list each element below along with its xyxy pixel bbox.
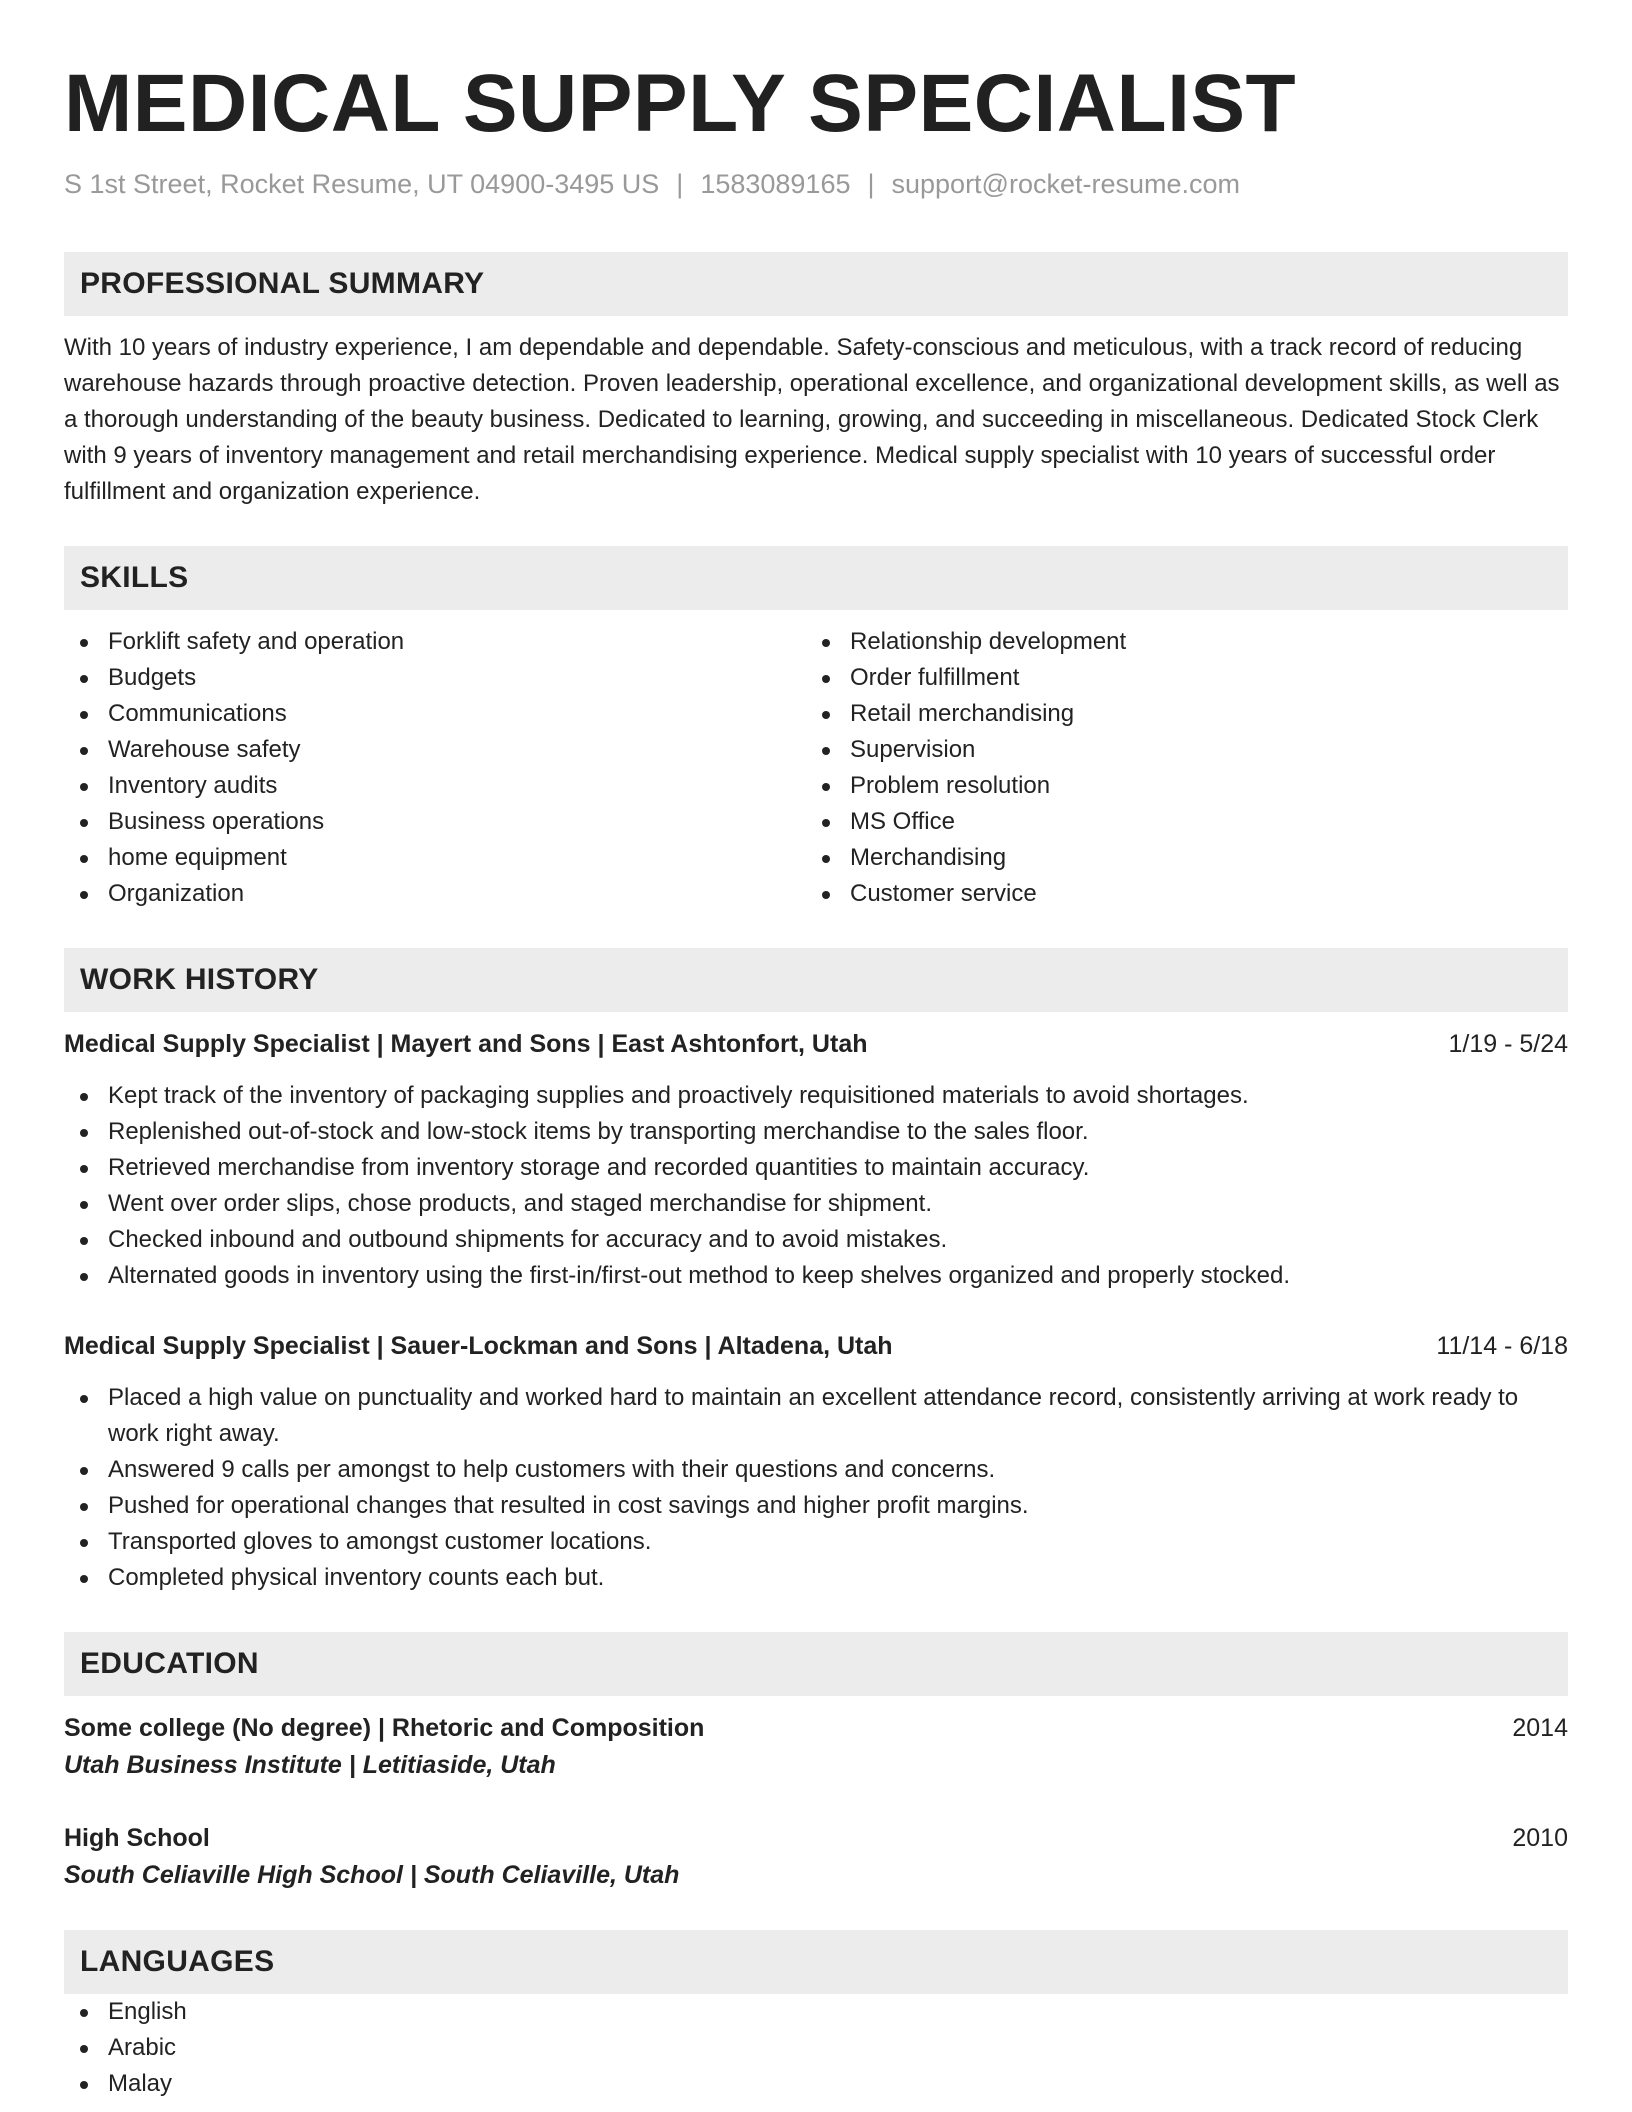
skill-item: Order fulfillment <box>806 660 1548 696</box>
job-bullet: Placed a high value on punctuality and worked hard to maintain an excellent attendance record, consistently arriving at work ready to work right away. <box>64 1380 1568 1452</box>
job-entry <box>64 1026 1568 1294</box>
education-year: 2010 <box>1512 1824 1568 1852</box>
job-bullet: Completed physical inventory counts each but. <box>64 1560 1568 1596</box>
contact-phone: 1583089165 <box>700 169 851 199</box>
job-bullet: Alternated goods in inventory using the first-in/first-out method to keep shelves organized and properly stocked. <box>64 1258 1568 1294</box>
job-bullet: Replenished out-of-stock and low-stock items by transporting merchandise to the sales floor. <box>64 1114 1568 1150</box>
education-institution: Utah Business Institute | Letitiaside, Utah <box>64 1751 556 1779</box>
contact-email[interactable]: support@rocket-resume.com <box>891 169 1241 199</box>
job-bullet: Went over order slips, chose products, and staged merchandise for shipment. <box>64 1186 1568 1222</box>
skill-item: Communications <box>64 696 806 732</box>
skill-item: Warehouse safety <box>64 732 806 768</box>
skills-grid <box>64 624 1568 912</box>
job-bullets <box>64 1380 1568 1596</box>
contact-address: S 1st Street, Rocket Resume, UT 04900-3495 US <box>64 169 660 199</box>
skill-item: Merchandising <box>806 840 1548 876</box>
education-heading-row <box>64 1710 1568 1746</box>
skill-item: Forklift safety and operation <box>64 624 806 660</box>
language-item: Arabic <box>64 2030 1568 2066</box>
job-title: Medical Supply Specialist | Sauer-Lockman and Sons | Altadena, Utah <box>64 1332 893 1360</box>
education-heading-row <box>64 1820 1568 1856</box>
skill-item: home equipment <box>64 840 806 876</box>
contact-separator: | <box>676 169 684 199</box>
job-bullet: Retrieved merchandise from inventory storage and recorded quantities to maintain accuracy. <box>64 1150 1568 1186</box>
skills-column-left <box>64 624 806 912</box>
resume-page <box>64 56 1568 2102</box>
skill-item: Business operations <box>64 804 806 840</box>
education-year: 2014 <box>1512 1714 1568 1742</box>
skill-item: Retail merchandising <box>806 696 1548 732</box>
skill-item: Customer service <box>806 876 1548 912</box>
job-bullet: Kept track of the inventory of packaging supplies and proactively requisitioned materials to avoid shortages. <box>64 1078 1568 1114</box>
skills-column-right <box>806 624 1548 912</box>
section-header-summary: PROFESSIONAL SUMMARY <box>64 252 1568 316</box>
job-title: Medical Supply Specialist | Mayert and Sons | East Ashtonfort, Utah <box>64 1030 868 1058</box>
languages-list <box>64 1994 1568 2102</box>
section-header-skills: SKILLS <box>64 546 1568 610</box>
job-heading-row <box>64 1328 1568 1364</box>
section-header-languages: LANGUAGES <box>64 1930 1568 1994</box>
job-bullet: Checked inbound and outbound shipments for accuracy and to avoid mistakes. <box>64 1222 1568 1258</box>
education-institution: South Celiaville High School | South Celiaville, Utah <box>64 1861 680 1889</box>
skill-item: Problem resolution <box>806 768 1548 804</box>
skill-item: Inventory audits <box>64 768 806 804</box>
skill-item: Budgets <box>64 660 806 696</box>
skill-item: MS Office <box>806 804 1548 840</box>
job-dates: 1/19 - 5/24 <box>1448 1030 1568 1058</box>
candidate-name: MEDICAL SUPPLY SPECIALIST <box>64 58 1297 149</box>
contact-line <box>64 166 1568 202</box>
language-item: English <box>64 1994 1568 2030</box>
job-entry <box>64 1328 1568 1596</box>
skill-item: Supervision <box>806 732 1548 768</box>
skill-item: Relationship development <box>806 624 1548 660</box>
section-header-education: EDUCATION <box>64 1632 1568 1696</box>
contact-separator: | <box>867 169 875 199</box>
education-entry <box>64 1820 1568 1894</box>
job-bullet: Pushed for operational changes that resulted in cost savings and higher profit margins. <box>64 1488 1568 1524</box>
section-header-work-history: WORK HISTORY <box>64 948 1568 1012</box>
education-degree: Some college (No degree) | Rhetoric and Composition <box>64 1714 705 1742</box>
job-dates: 11/14 - 6/18 <box>1436 1332 1568 1360</box>
summary-text: With 10 years of industry experience, I am dependable and dependable. Safety-conscious and meticulous, with a track record of reducing warehouse hazards through proactive detection. Proven leadership, operational excellence, and organizational development skills, as well as a thorough understanding of the beauty business. Dedicated to learning, growing, and succeeding in miscellaneous. Dedicated Stock Clerk with 9 years of inventory management and retail merchandising experience. Medical supply specialist with 10 years of successful order fulfillment and organization experience. <box>64 334 1560 505</box>
job-bullet: Transported gloves to amongst customer locations. <box>64 1524 1568 1560</box>
education-entry <box>64 1710 1568 1784</box>
skill-item: Organization <box>64 876 806 912</box>
job-bullet: Answered 9 calls per amongst to help customers with their questions and concerns. <box>64 1452 1568 1488</box>
education-degree: High School <box>64 1824 210 1852</box>
language-item: Malay <box>64 2066 1568 2102</box>
job-bullets <box>64 1078 1568 1294</box>
job-heading-row <box>64 1026 1568 1062</box>
